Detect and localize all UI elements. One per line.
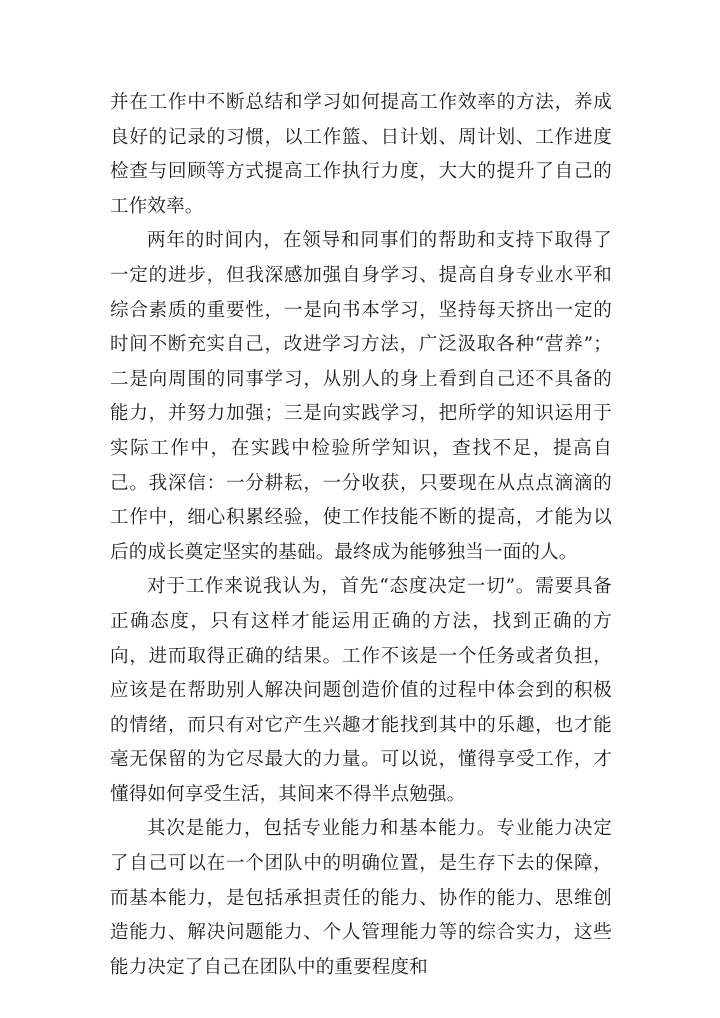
paragraph-work-efficiency: 并在工作中不断总结和学习如何提高工作效率的方法，养成良好的记录的习惯，以工作篮、日计划、周计划、工作进度检查与回顾等方式提高工作执行力度，大大的提升了自己的工作效率。 [110,92,612,217]
paragraph-attitude: 对于工作来说我认为，首先“态度决定一切”。需要具备正确态度，只有这样才能运用正确的方法，找到正确的方向，进而取得正确的结果。工作不该是一个任务或者负担，应该是在帮助别人解决问题创造价值的过程中体会到的积极的情绪，而只有对它产生兴趣才能找到其中的乐趣，也才能毫无保留的为它尽最大的力量。可以说，懂得享受工作，才懂得如何享受生活，其间来不得半点勉强。 [110,576,612,805]
paragraph-self-improvement: 两年的时间内，在领导和同事们的帮助和支持下取得了一定的进步，但我深感加强自身学习、提高自身专业水平和综合素质的重要性，一是向书本学习，坚持每天挤出一定的时间不断充实自己，改进学习方法，广泛汲取各种“营养”；二是向周围的同事学习，从别人的身上看到自己还不具备的能力，并努力加强；三是向实践学习，把所学的知识运用于实际工作中，在实践中检验所学知识，查找不足，提高自己。我深信：一分耕耘，一分收获，只要现在从点点滴滴的工作中，细心积累经验，使工作技能不断的提高，才能为以后的成长奠定坚实的基础。最终成为能够独当一面的人。 [110,230,612,563]
document-page [110,86,612,985]
paragraph-ability: 其次是能力，包括专业能力和基本能力。专业能力决定了自己可以在一个团队中的明确位置，是生存下去的保障，而基本能力，是包括承担责任的能力、协作的能力、思维创造能力、解决问题能力、个人管理能力等的综合实力，这些能力决定了自己在团队中的重要程度和 [110,818,612,978]
